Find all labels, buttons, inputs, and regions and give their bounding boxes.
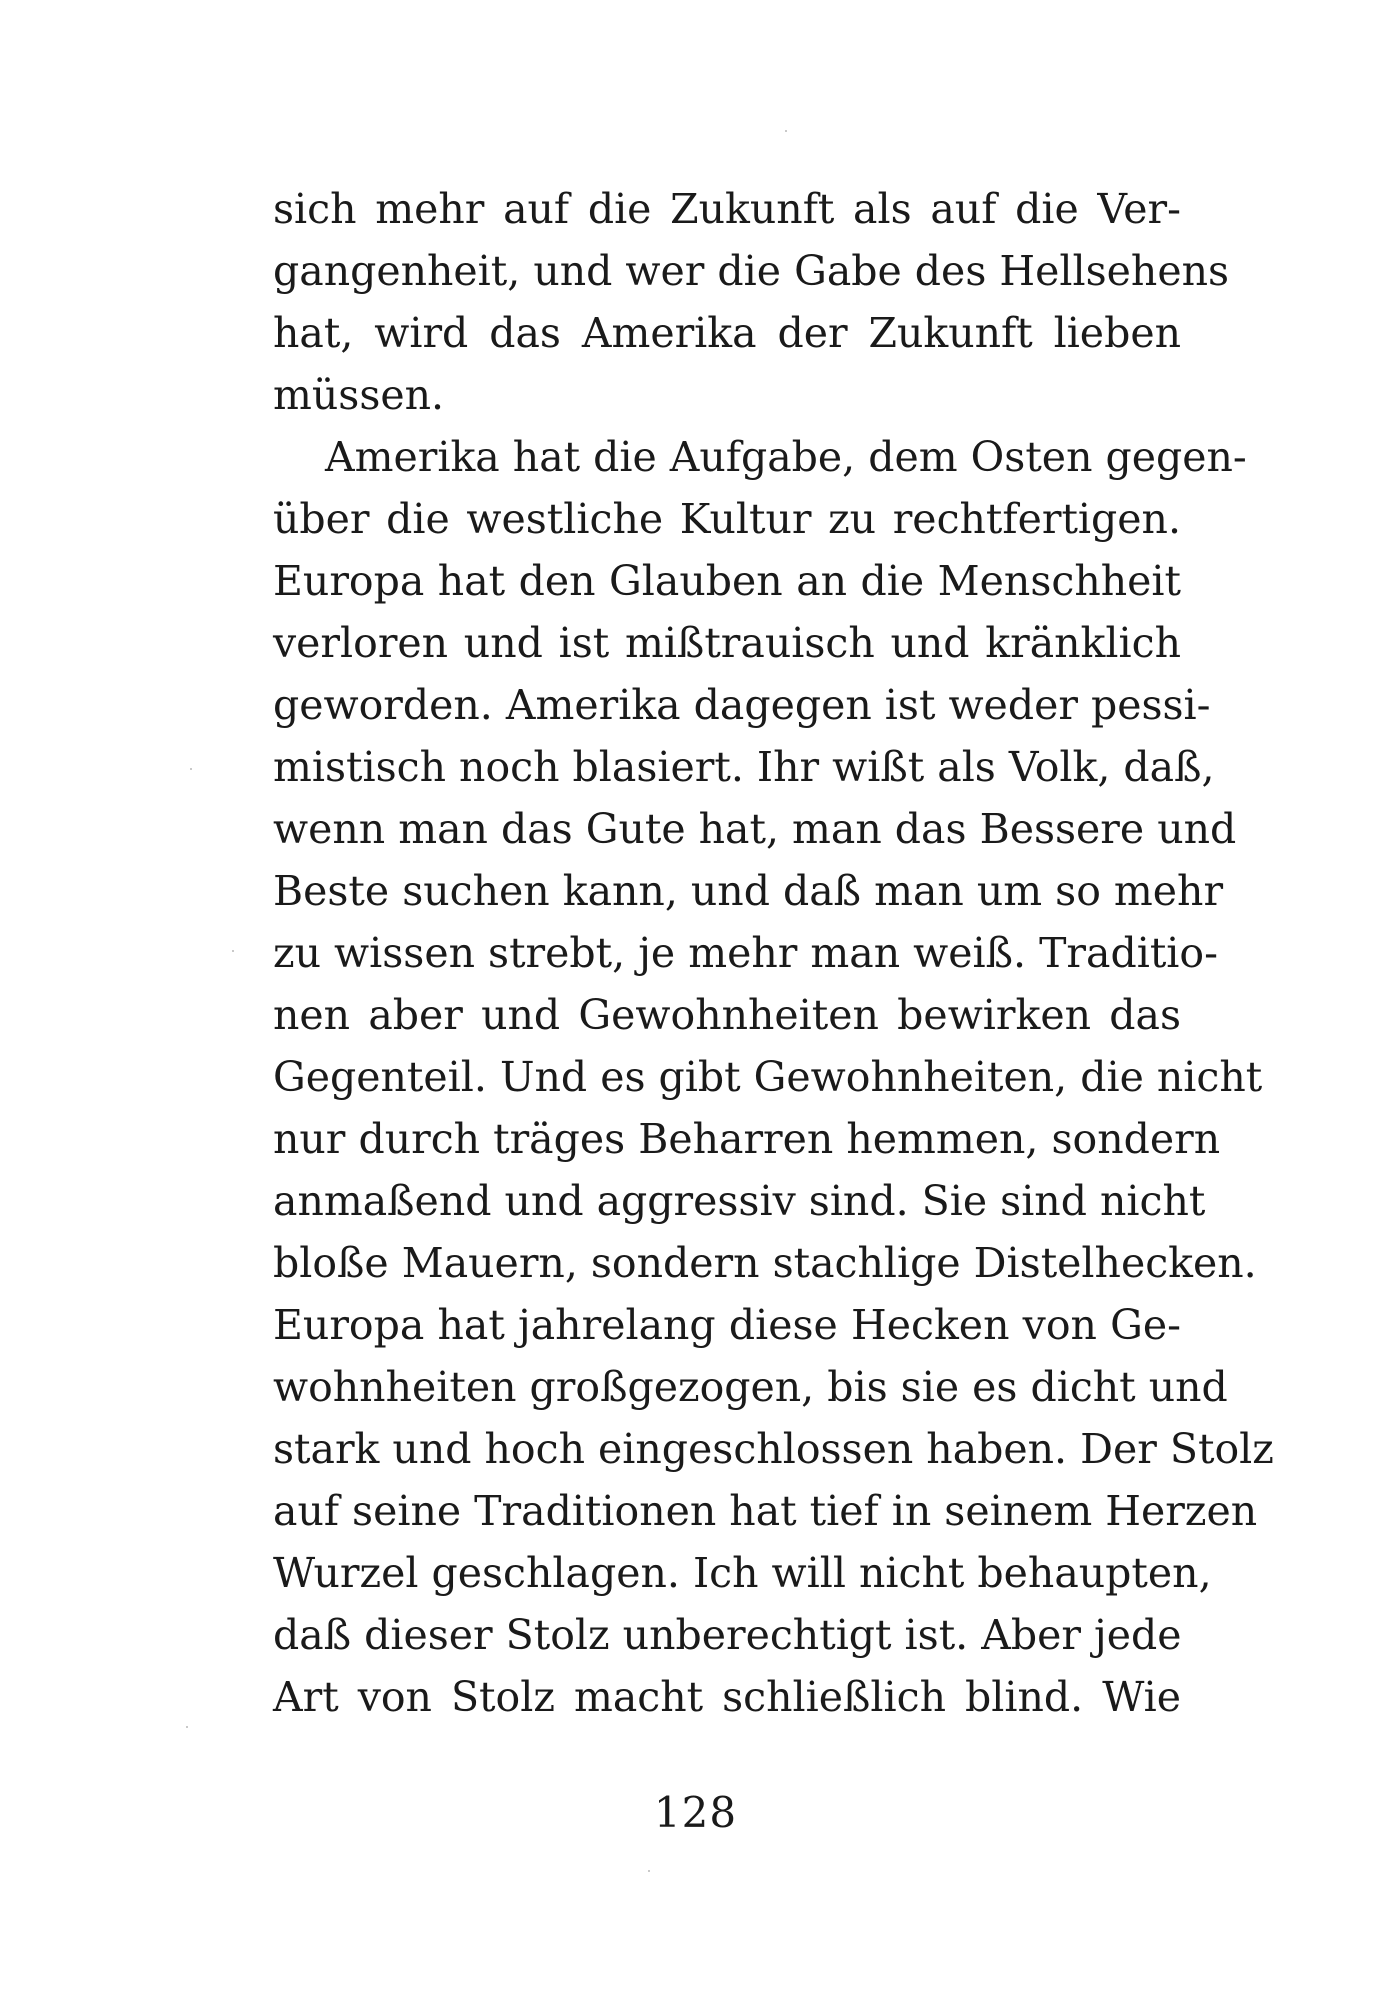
text-line: sich mehr auf die Zukunft als auf die Ver- (273, 185, 1181, 233)
text-line: nur durch träges Beharren hemmen, sondern (273, 1115, 1221, 1163)
paper-speck (785, 130, 787, 132)
text-line: stark und hoch eingeschlossen haben. Der Stolz (273, 1425, 1274, 1473)
text-line: daß dieser Stolz unberechtigt ist. Aber jede (273, 1611, 1182, 1659)
text-line: zu wissen strebt, je mehr man weiß. Traditio- (273, 929, 1218, 977)
text-line: geworden. Amerika dagegen ist weder pessi- (273, 681, 1211, 729)
paper-speck (232, 950, 234, 952)
paper-speck (190, 768, 192, 770)
text-line: Gegenteil. Und es gibt Gewohnheiten, die nicht (273, 1053, 1263, 1101)
text-line: mistisch noch blasiert. Ihr wißt als Volk, daß, (273, 743, 1215, 791)
text-line: Europa hat jahrelang diese Hecken von Ge- (273, 1301, 1181, 1349)
paper-speck (186, 1726, 188, 1728)
text-line: müssen. (273, 371, 445, 419)
paper-speck (648, 1870, 650, 1872)
text-line: nen aber und Gewohnheiten bewirken das (273, 991, 1181, 1039)
body-text (273, 178, 1274, 1728)
text-line: Europa hat den Glauben an die Menschheit (273, 557, 1181, 605)
text-line: anmaßend und aggressiv sind. Sie sind nicht (273, 1177, 1206, 1225)
text-line: Beste suchen kann, und daß man um so mehr (273, 867, 1224, 915)
text-line: wohnheiten großgezogen, bis sie es dicht und (273, 1363, 1228, 1411)
page-number: 128 (653, 1788, 738, 1837)
text-line: über die westliche Kultur zu rechtfertigen. (273, 495, 1181, 543)
text-line: Amerika hat die Aufgabe, dem Osten gegen- (325, 433, 1247, 481)
text-line: Wurzel geschlagen. Ich will nicht behaupten, (273, 1549, 1212, 1597)
text-line: Art von Stolz macht schließlich blind. Wie (273, 1673, 1181, 1721)
text-line: verloren und ist mißtrauisch und kränklich (273, 619, 1181, 667)
text-line: wenn man das Gute hat, man das Bessere und (273, 805, 1237, 853)
text-line: bloße Mauern, sondern stachlige Distelhecken. (273, 1239, 1257, 1287)
text-line: auf seine Traditionen hat tief in seinem Herzen (273, 1487, 1258, 1535)
text-line: gangenheit, und wer die Gabe des Hellsehens (273, 247, 1230, 295)
text-line: hat, wird das Amerika der Zukunft lieben (273, 309, 1181, 357)
